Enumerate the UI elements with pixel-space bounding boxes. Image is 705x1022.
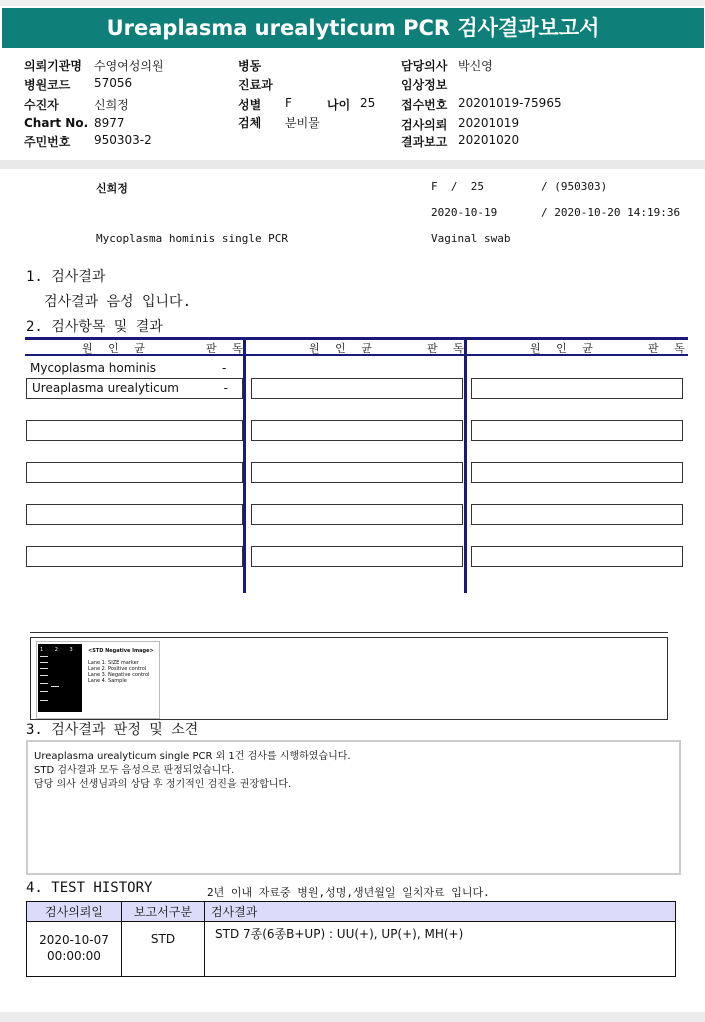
opinion-line: 담당 의사 선생님과의 상담 후 정기적인 검진을 권장합니다. <box>34 779 292 790</box>
top-border <box>0 0 705 6</box>
section1-title: 1. 검사결과 <box>26 269 106 285</box>
section3-title: 3. 검사결과 판정 및 소견 <box>26 722 199 738</box>
gel-band <box>40 668 48 669</box>
gel-caption-title: <STD Negative Image> <box>88 648 154 654</box>
result-cell <box>251 462 463 483</box>
header-request-date <box>401 116 520 133</box>
history-header-row <box>27 902 676 922</box>
result-cell <box>251 420 463 441</box>
header-value: 20201020 <box>458 133 520 147</box>
history-result: STD 7종(6종B+UP) : UU(+), UP(+), MH(+) <box>205 922 676 977</box>
opinion-line: Ureaplasma urealyticum single PCR 외 1건 검사를 시행하였습니다. <box>34 751 351 762</box>
header-doctor <box>401 57 493 74</box>
gel-caption-line: Lane 4. Sample <box>88 678 127 684</box>
header-value: 20201019-75965 <box>458 96 562 110</box>
header-label: 의뢰기관명 <box>24 59 82 73</box>
header-value: 박신영 <box>458 59 493 73</box>
col-header-result: 판 독 <box>427 342 470 355</box>
header-label: 결과보고 <box>401 135 448 149</box>
result-cell <box>471 546 683 567</box>
image-top-rule <box>30 632 668 633</box>
table-column-divider <box>464 337 467 593</box>
result-cell <box>471 504 683 525</box>
header-label: 성별 <box>238 98 262 112</box>
history-col-date: 검사의뢰일 <box>27 902 122 922</box>
section2-title: 2. 검사항목 및 결과 <box>26 319 163 335</box>
table-row <box>27 922 676 977</box>
header-label: 담당의사 <box>401 59 448 73</box>
history-time: 00:00:00 <box>47 949 101 963</box>
result-cell <box>26 546 243 567</box>
header-patient <box>24 96 129 113</box>
pathogen-result: - <box>223 381 228 395</box>
col-header-pathogen: 원 인 균 <box>309 342 378 355</box>
pathogen-result: - <box>222 361 227 375</box>
result-cell <box>26 504 243 525</box>
header-ward <box>238 57 261 74</box>
result-cell <box>26 462 243 483</box>
header-separator <box>0 160 705 169</box>
gel-band <box>40 656 48 657</box>
result-cell <box>251 504 463 525</box>
header-label: 병동 <box>238 59 262 73</box>
header-label: 주민번호 <box>24 135 71 149</box>
summary-sex-age: F / 25 <box>431 180 484 193</box>
result-cell <box>251 378 463 399</box>
gel-band <box>40 691 48 692</box>
summary-test-name: Mycoplasma hominis single PCR <box>96 232 289 245</box>
header-clinical-info <box>401 76 447 93</box>
summary-birth: / (950303) <box>541 180 608 193</box>
gel-caption-line: Lane 3. Negative control <box>88 672 150 678</box>
gel-band <box>40 675 48 676</box>
header-value: 분비물 <box>285 116 320 130</box>
header-receipt-no <box>401 96 562 113</box>
header-label: 접수번호 <box>401 98 448 112</box>
header-label: 진료과 <box>238 78 273 92</box>
header-sex <box>238 96 292 113</box>
history-table <box>26 901 676 977</box>
history-col-result: 검사결과 <box>205 902 676 922</box>
summary-name: 신희정 <box>96 182 128 195</box>
header-label: 검사의뢰 <box>401 118 448 132</box>
bottom-border <box>0 1012 705 1022</box>
summary-date-reported: / 2020-10-20 14:19:36 <box>541 206 681 219</box>
gel-band <box>40 700 48 701</box>
header-label: 임상정보 <box>401 78 448 92</box>
header-label: 나이 <box>327 98 351 112</box>
gel-band <box>40 683 48 684</box>
history-note: 2년 이내 자료중 병원,성명,생년월일 일치자료 입니다. <box>207 886 490 899</box>
summary-date-received: 2020-10-19 <box>431 206 498 219</box>
table-column-divider <box>243 337 246 593</box>
header-resident-no <box>24 133 152 150</box>
header-label: Chart No. <box>24 116 89 130</box>
header-label: 수진자 <box>24 98 59 112</box>
history-date-cell <box>27 922 122 977</box>
result-cell <box>471 420 683 441</box>
header-hospital-code <box>24 76 133 93</box>
header-label: 검체 <box>238 116 262 130</box>
history-type: STD <box>122 922 205 977</box>
history-col-type: 보고서구분 <box>122 902 205 922</box>
gel-caption-line: Lane 1. SIZE marker <box>88 660 139 666</box>
gel-electrophoresis-image <box>38 644 82 712</box>
header-hospital <box>24 57 164 74</box>
header-value: F <box>285 96 292 110</box>
summary-specimen: Vaginal swab <box>431 232 511 245</box>
section1-result-text: 검사결과 음성 입니다. <box>44 294 192 310</box>
result-cell <box>471 462 683 483</box>
gel-band <box>51 686 59 687</box>
report-title: Ureaplasma urealyticum PCR 검사결과보고서 <box>2 8 704 48</box>
section4-title: 4. TEST HISTORY <box>26 880 153 896</box>
col-header-result: 판 독 <box>206 342 249 355</box>
header-value: 8977 <box>94 116 125 130</box>
result-cell <box>471 378 683 399</box>
gel-caption <box>88 648 154 684</box>
result-cell <box>26 378 243 399</box>
header-value: 20201019 <box>458 116 520 130</box>
pathogen-name: Ureaplasma urealyticum <box>32 381 179 395</box>
header-value: 57056 <box>94 76 133 90</box>
col-header-pathogen: 원 인 균 <box>82 342 151 355</box>
col-header-pathogen: 원 인 균 <box>530 342 599 355</box>
header-value: 25 <box>360 96 376 110</box>
history-date: 2020-10-07 <box>39 933 109 947</box>
header-chart-no <box>24 116 125 130</box>
result-cell <box>26 420 243 441</box>
header-value: 950303-2 <box>94 133 152 147</box>
gel-lane-numbers: 1 2 3 4 <box>40 647 93 653</box>
header-age <box>327 96 376 113</box>
result-cell <box>251 546 463 567</box>
gel-band <box>40 662 48 663</box>
pathogen-name: Mycoplasma hominis <box>30 361 156 375</box>
header-label: 병원코드 <box>24 78 71 92</box>
header-value: 신희정 <box>94 98 129 112</box>
header-value: 수영여성의원 <box>94 59 164 73</box>
col-header-result: 판 독 <box>648 342 691 355</box>
header-department <box>238 76 273 93</box>
opinion-line: STD 검사결과 모두 음성으로 판정되었습니다. <box>34 765 235 776</box>
header-specimen <box>238 114 320 131</box>
header-report-date <box>401 133 520 150</box>
gel-caption-line: Lane 2. Positive control <box>88 666 147 672</box>
